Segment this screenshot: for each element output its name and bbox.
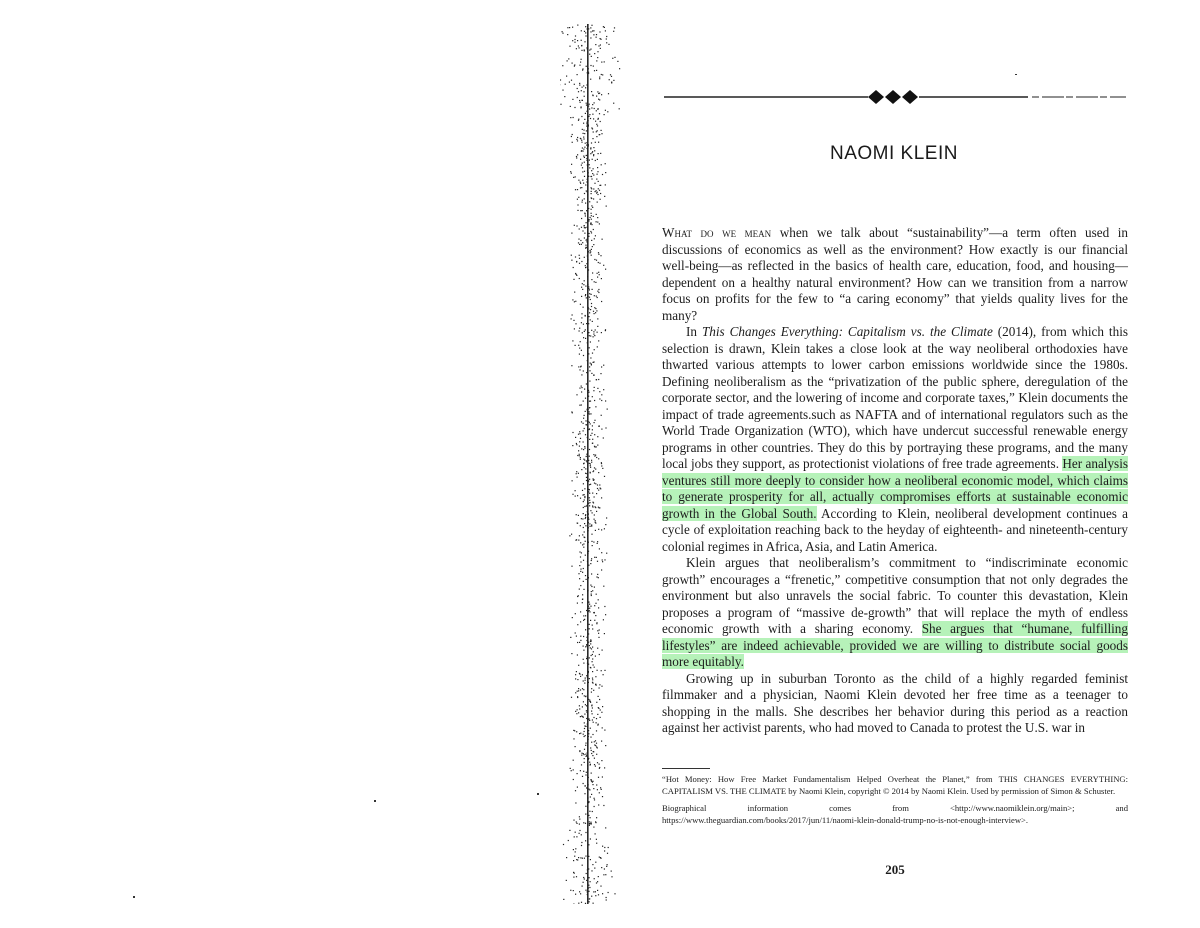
scan-speck [537,793,539,795]
paragraph-text: (2014), from which this selection is drawn, Klein takes a close look at the way neoliberal orthodoxies have thwarted various attempts to lower carbon emissions worldwide since the 1980s. Defining neoliberalism as the “privatization of the public sphere, deregulation of the corporate sector, and the lowering of income and corporate taxes,” Klein documents the impact of trade agreements.such as NAFTA and of international regulators such as the World Trade Organization (WTO), which have undercut successful renewable energy programs in other countries. They do this by portraying these programs, and the many local jobs they support, as protectionist violations of free trade agreements. [662,324,1128,471]
book-title: This Changes Everything: Capitalism vs. the Climate [701,324,993,339]
permission-credit-note: “Hot Money: How Free Market Fundamentalism Helped Overheat the Planet,” from THIS CHANGES EVERYTHING: CAPITALISM VS. THE CLIMATE by Naomi Klein, copyright © 2014 by Naomi Klein. Used by permission of Simon & Schuster. [662,774,1128,796]
biographical-sources-note: Biographical information comes from <http://www.naomiklein.org/main>; and https://www.theguardian.com/books/2017/jun/11/naomi-klein-donald-trump-no-is-not-enough-interview>. [662,803,1128,825]
page-number: 205 [885,862,905,877]
highlighted-passage[interactable]: Her analysis ventures still more deeply to consider how a neoliberal economic model, which claims to generate prosperity for all, actually compromises efforts at sustainable economic growth in the Global South. [662,456,1128,521]
highlighted-passage[interactable]: She argues that “humane, fulfilling lifestyles” are indeed achievable, provided we are willing to distribute social goods more equitably. [662,621,1128,669]
scan-speck [1015,74,1017,75]
chapter-author-heading: NAOMI KLEIN [830,143,958,164]
paragraph-text: According to Klein, neoliberal development continues a cycle of exploitation reaching back to the heyday of eighteenth- and nineteenth-century colonial regimes in Africa, Asia, and Latin America. [662,505,1128,554]
footnote-divider [662,768,710,769]
paragraph-text: Growing up in suburban Toronto as the child of a highly regarded feminist filmmaker and a physician, Naomi Klein devoted her free time as a teenager to shopping in the malls. She describes her behavior during this period as a reaction against her activist parents, who had moved to Canada to protest the U.S. war in [662,670,1128,735]
three-diamond-rule-icon [660,86,1130,106]
scan-speck [133,896,135,898]
intro-paragraph-3 [662,555,1128,671]
intro-paragraph-4 [662,671,1128,737]
footnotes [662,768,1128,832]
paragraph-text: In [686,324,702,339]
paragraph-text: Klein argues that neoliberalism’s commitment to “indiscriminate economic growth” encourages a “frenetic,” competitive consumption that not only degrades the environment but also unravels the social fabric. To counter this devastation, Klein proposes a program of “massive de-growth” that will replace the myth of endless economic growth with a sharing economy. [662,555,1128,636]
paragraph-text: when we talk about “sustainability”—a term often used in discussions of economics as well as the environment? How exactly is our financial well-being—as reflected in the basics of health care, education, food, and housing—dependent on a healthy natural environment? How can we transition from a narrow focus on profits for the few to “a caring economy” that yields quality lives for the many? [662,225,1128,323]
book-spine-gutter [560,24,650,904]
intro-paragraph-1 [662,225,1128,324]
scan-speck [374,800,376,802]
intro-paragraph-2 [662,324,1128,555]
intro-text [662,225,1128,737]
lead-in-small-caps: What do we mean [662,225,772,240]
